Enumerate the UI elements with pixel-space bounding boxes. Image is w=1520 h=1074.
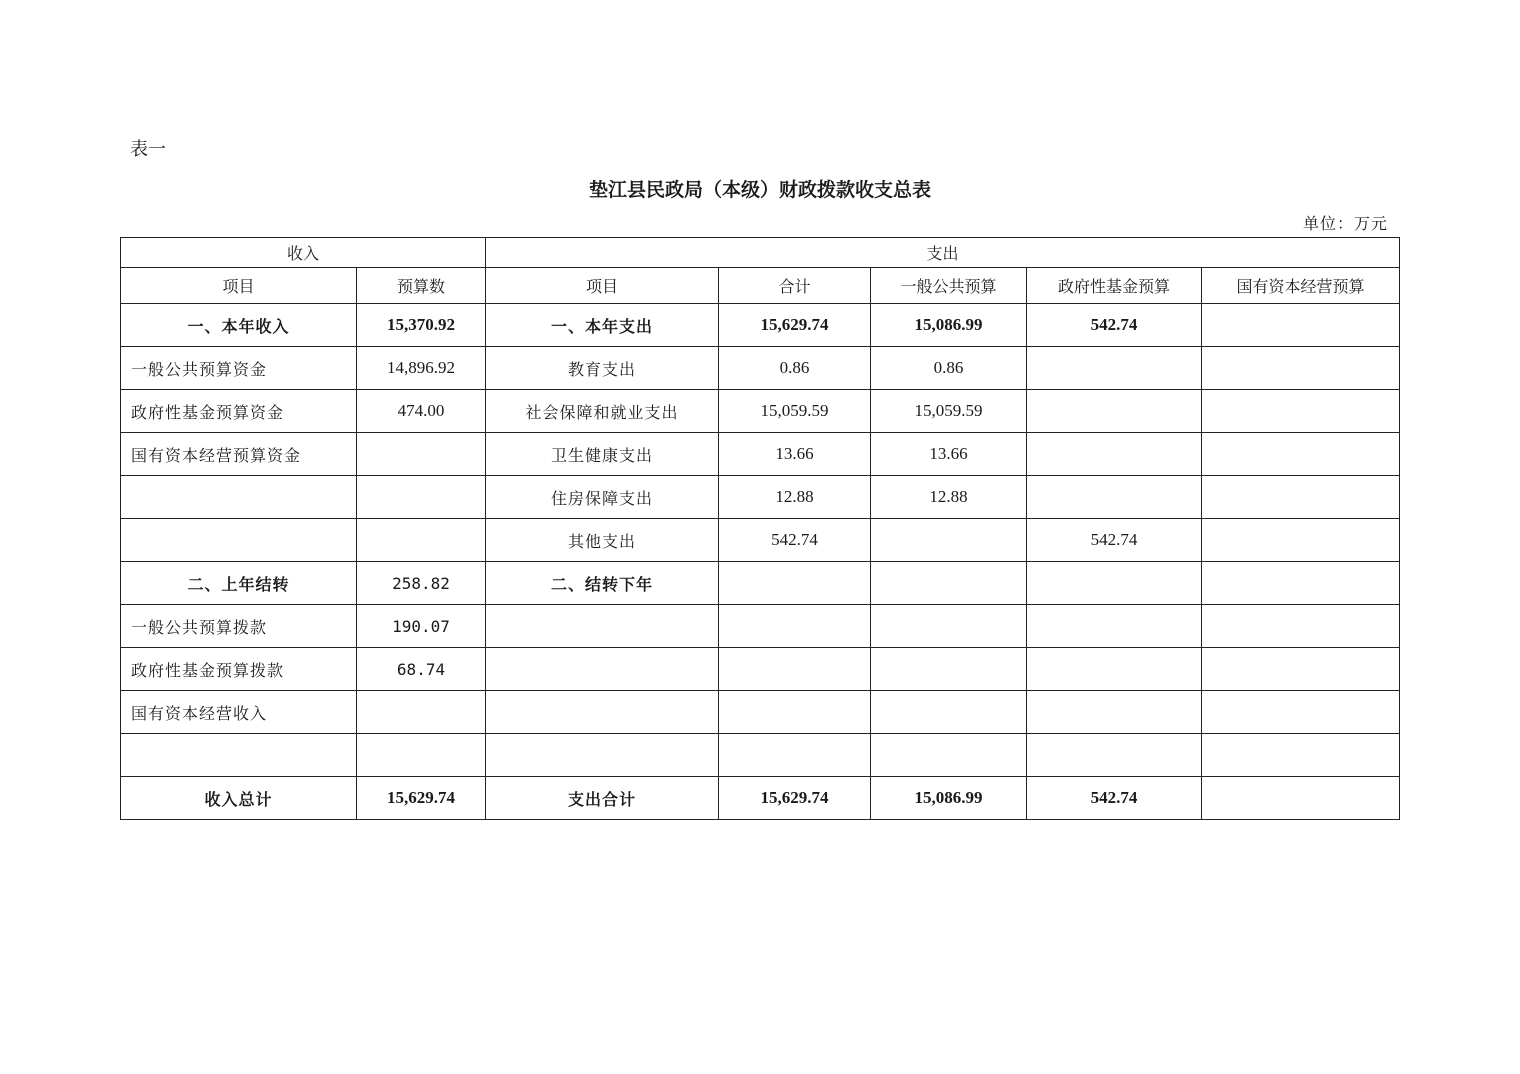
table-row (121, 304, 1400, 347)
column-header-row (121, 268, 1400, 304)
expense-item-cell: 二、结转下年 (486, 562, 719, 605)
income-amount-cell: 15,370.92 (357, 304, 486, 347)
income-item-cell (121, 734, 357, 777)
table-row (121, 519, 1400, 562)
income-total-label: 收入总计 (121, 777, 357, 820)
income-group-header: 收入 (121, 238, 486, 268)
col-header-state-capital: 国有资本经营预算 (1202, 268, 1400, 304)
gov-fund-cell: 542.74 (1027, 519, 1202, 562)
state-capital-cell (1202, 691, 1400, 734)
general-budget-cell: 15,059.59 (871, 390, 1027, 433)
income-amount-cell (357, 476, 486, 519)
table-row (121, 734, 1400, 777)
income-amount-cell (357, 691, 486, 734)
expense-item-cell: 社会保障和就业支出 (486, 390, 719, 433)
expense-item-cell (486, 648, 719, 691)
expense-item-cell: 其他支出 (486, 519, 719, 562)
gov-fund-cell (1027, 433, 1202, 476)
general-budget-cell: 15,086.99 (871, 304, 1027, 347)
income-amount-cell (357, 519, 486, 562)
totals-row (121, 777, 1400, 820)
col-header-budget: 预算数 (357, 268, 486, 304)
col-header-gov-fund: 政府性基金预算 (1027, 268, 1202, 304)
table-row (121, 347, 1400, 390)
state-capital-cell (1202, 476, 1400, 519)
table-row (121, 562, 1400, 605)
gov-fund-total: 542.74 (1027, 777, 1202, 820)
col-header-expense-item: 项目 (486, 268, 719, 304)
table-row (121, 605, 1400, 648)
income-amount-cell (357, 433, 486, 476)
gov-fund-cell (1027, 648, 1202, 691)
income-item-cell (121, 519, 357, 562)
expense-total-cell (719, 562, 871, 605)
general-budget-cell: 0.86 (871, 347, 1027, 390)
income-amount-cell: 190.07 (357, 605, 486, 648)
income-item-cell: 二、上年结转 (121, 562, 357, 605)
expense-total-cell: 15,629.74 (719, 304, 871, 347)
income-amount-cell: 14,896.92 (357, 347, 486, 390)
expense-item-cell: 教育支出 (486, 347, 719, 390)
expense-item-cell: 一、本年支出 (486, 304, 719, 347)
page-title: 垫江县民政局（本级）财政拨款收支总表 (588, 179, 931, 201)
table-label: 表一 (130, 139, 166, 160)
income-item-cell: 政府性基金预算拨款 (121, 648, 357, 691)
income-amount-cell: 258.82 (357, 562, 486, 605)
expense-total-cell: 12.88 (719, 476, 871, 519)
gov-fund-cell (1027, 476, 1202, 519)
expense-item-cell: 住房保障支出 (486, 476, 719, 519)
state-capital-cell (1202, 347, 1400, 390)
expense-item-cell (486, 734, 719, 777)
col-header-income-item: 项目 (121, 268, 357, 304)
general-budget-cell (871, 691, 1027, 734)
state-capital-cell (1202, 519, 1400, 562)
col-header-total: 合计 (719, 268, 871, 304)
general-budget-cell (871, 519, 1027, 562)
general-budget-cell: 13.66 (871, 433, 1027, 476)
income-item-cell: 国有资本经营预算资金 (121, 433, 357, 476)
gov-fund-cell: 542.74 (1027, 304, 1202, 347)
income-amount-cell: 68.74 (357, 648, 486, 691)
state-capital-cell (1202, 390, 1400, 433)
table-row (121, 433, 1400, 476)
general-budget-cell (871, 734, 1027, 777)
expense-group-header: 支出 (486, 238, 1400, 268)
general-budget-cell (871, 648, 1027, 691)
expense-total-cell (719, 648, 871, 691)
table-row (121, 691, 1400, 734)
income-item-cell: 国有资本经营收入 (121, 691, 357, 734)
col-header-general-budget: 一般公共预算 (871, 268, 1027, 304)
state-capital-cell (1202, 433, 1400, 476)
gov-fund-cell (1027, 390, 1202, 433)
expense-total-cell: 13.66 (719, 433, 871, 476)
expense-item-cell: 卫生健康支出 (486, 433, 719, 476)
expense-total-cell: 15,059.59 (719, 390, 871, 433)
income-amount-cell: 474.00 (357, 390, 486, 433)
unit-label: 单位：万元 (1302, 214, 1388, 233)
income-total-amount: 15,629.74 (357, 777, 486, 820)
gov-fund-cell (1027, 691, 1202, 734)
expense-total-cell (719, 734, 871, 777)
table-row (121, 648, 1400, 691)
table-row (121, 476, 1400, 519)
income-item-cell: 一般公共预算拨款 (121, 605, 357, 648)
group-header-row (121, 238, 1400, 268)
state-capital-cell (1202, 605, 1400, 648)
general-budget-cell: 12.88 (871, 476, 1027, 519)
income-item-cell: 一、本年收入 (121, 304, 357, 347)
expense-item-cell (486, 605, 719, 648)
table-row (121, 390, 1400, 433)
expense-total-amount: 15,629.74 (719, 777, 871, 820)
income-item-cell: 一般公共预算资金 (121, 347, 357, 390)
expense-total-cell (719, 605, 871, 648)
income-amount-cell (357, 734, 486, 777)
gov-fund-cell (1027, 347, 1202, 390)
general-budget-cell (871, 605, 1027, 648)
income-item-cell (121, 476, 357, 519)
state-capital-total (1202, 777, 1400, 820)
budget-table (120, 237, 1400, 820)
state-capital-cell (1202, 304, 1400, 347)
income-item-cell: 政府性基金预算资金 (121, 390, 357, 433)
expense-total-cell: 0.86 (719, 347, 871, 390)
expense-total-cell: 542.74 (719, 519, 871, 562)
expense-item-cell (486, 691, 719, 734)
expense-total-label: 支出合计 (486, 777, 719, 820)
general-budget-total: 15,086.99 (871, 777, 1027, 820)
gov-fund-cell (1027, 734, 1202, 777)
gov-fund-cell (1027, 562, 1202, 605)
state-capital-cell (1202, 648, 1400, 691)
expense-total-cell (719, 691, 871, 734)
state-capital-cell (1202, 562, 1400, 605)
general-budget-cell (871, 562, 1027, 605)
state-capital-cell (1202, 734, 1400, 777)
gov-fund-cell (1027, 605, 1202, 648)
